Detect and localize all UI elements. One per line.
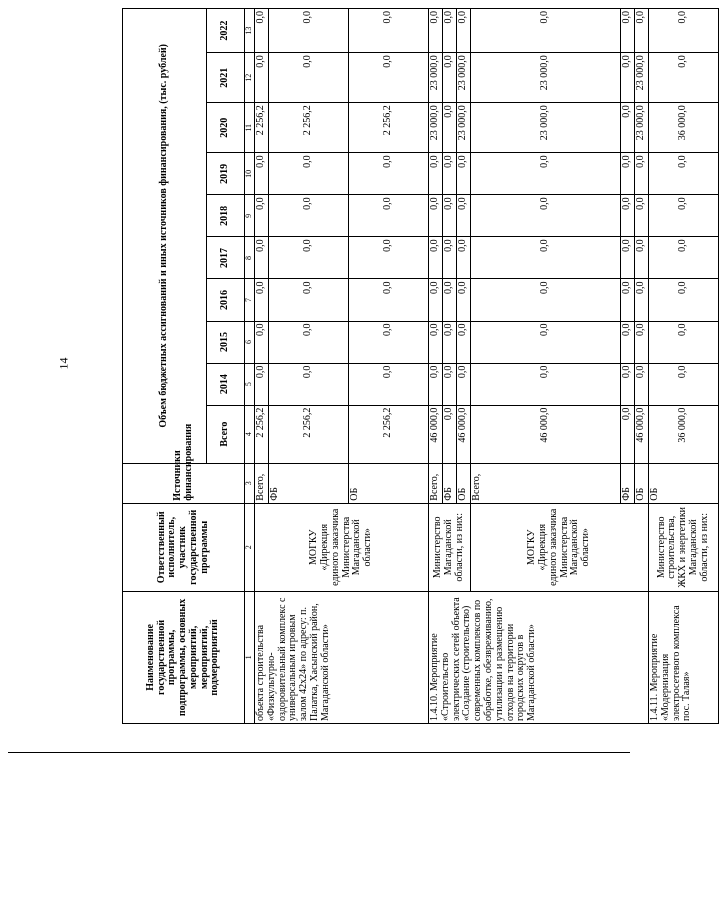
row-value: 0,0 <box>255 9 269 53</box>
table-row <box>649 9 719 724</box>
row-value: 0,0 <box>443 321 457 363</box>
row-executor: МОГКУ «Дирекция единого заказчика Министерства Магаданской области» <box>471 503 649 591</box>
row-value: 0,0 <box>255 153 269 195</box>
row-value: 0,0 <box>269 53 349 103</box>
header-year: 2015 <box>207 321 245 363</box>
row-value: 0,0 <box>255 363 269 405</box>
row-value: 0,0 <box>429 279 443 321</box>
row-value: 0,0 <box>429 363 443 405</box>
row-value: 0,0 <box>471 153 621 195</box>
column-index: 5 <box>245 363 255 405</box>
row-value: 0,0 <box>269 9 349 53</box>
row-name: 1.4.10. Мероприятие «Строительство электрических сетей объекта «Создание (строительство) современных комплексов по обработке, обезвреживанию, утилизации и размещению отходов на территории городских округов в Магаданской области» <box>429 591 649 723</box>
page-number: 14 <box>56 357 71 370</box>
row-value: 0,0 <box>635 9 649 53</box>
row-value: 0,0 <box>621 195 635 237</box>
column-index: 7 <box>245 279 255 321</box>
row-value: 0,0 <box>255 321 269 363</box>
column-index: 13 <box>245 9 255 53</box>
row-value: 0,0 <box>621 279 635 321</box>
row-value: 2 256,2 <box>349 103 429 153</box>
row-value: 2 256,2 <box>269 405 349 463</box>
row-value: 0,0 <box>443 53 457 103</box>
row-value: 23 000,0 <box>429 53 443 103</box>
header-year: 2017 <box>207 237 245 279</box>
row-value: 0,0 <box>621 237 635 279</box>
row-value: 0,0 <box>635 321 649 363</box>
row-value: 0,0 <box>457 9 471 53</box>
row-value: 0,0 <box>443 279 457 321</box>
row-value: 0,0 <box>649 237 719 279</box>
row-value: 36 000,0 <box>649 405 719 463</box>
row-value: 0,0 <box>443 9 457 53</box>
row-value: 0,0 <box>471 237 621 279</box>
row-value: 0,0 <box>255 279 269 321</box>
row-executor: МОГКУ «Дирекция единого заказчика Министерства Магаданской области» <box>255 503 429 591</box>
row-value: 0,0 <box>635 279 649 321</box>
row-value: 0,0 <box>649 195 719 237</box>
row-name: объекта строительства «Физкультурно-оздоровительный комплекс с универсальным игровым залом 42х24» по адресу: п. Палатка, Хасынский район, Магаданской области» <box>255 591 429 723</box>
row-value: 46 000,0 <box>635 405 649 463</box>
row-value: 0,0 <box>635 237 649 279</box>
row-source: ФБ <box>443 463 457 503</box>
row-value: 36 000,0 <box>649 103 719 153</box>
row-value: 0,0 <box>457 279 471 321</box>
row-value: 0,0 <box>471 279 621 321</box>
header-year: 2014 <box>207 363 245 405</box>
row-value: 0,0 <box>269 153 349 195</box>
row-value: 46 000,0 <box>429 405 443 463</box>
column-index: 8 <box>245 237 255 279</box>
row-value: 0,0 <box>269 237 349 279</box>
row-value: 0,0 <box>443 237 457 279</box>
header-volume: Объем бюджетных ассигнований и иных источников финансирования, (тыс. рублей) <box>123 9 207 464</box>
row-source: ОБ <box>635 463 649 503</box>
row-value: 0,0 <box>443 405 457 463</box>
row-value: 0,0 <box>443 363 457 405</box>
row-value: 23 000,0 <box>635 103 649 153</box>
row-value: 2 256,2 <box>269 103 349 153</box>
row-source: ФБ <box>269 463 349 503</box>
row-value: 0,0 <box>635 153 649 195</box>
column-index: 10 <box>245 153 255 195</box>
row-value: 0,0 <box>621 153 635 195</box>
row-value: 2 256,2 <box>255 103 269 153</box>
row-value: 0,0 <box>269 321 349 363</box>
row-value: 0,0 <box>349 321 429 363</box>
header-name: Наименование государственной программы, подпрограммы, основных мероприятий, мероприятий, подмероприятий <box>123 591 245 723</box>
row-value: 0,0 <box>443 153 457 195</box>
row-value: 0,0 <box>457 363 471 405</box>
rotated-table-wrapper <box>122 8 719 724</box>
row-value: 46 000,0 <box>457 405 471 463</box>
row-value: 0,0 <box>621 9 635 53</box>
row-value: 0,0 <box>349 195 429 237</box>
row-value: 0,0 <box>255 195 269 237</box>
column-index: 9 <box>245 195 255 237</box>
row-name: 1.4.11. Мероприятие «Модернизация электросетевого комплекса пос. Талая» <box>649 591 719 723</box>
row-value: 0,0 <box>429 237 443 279</box>
row-value: 2 256,2 <box>255 405 269 463</box>
row-value: 0,0 <box>635 363 649 405</box>
row-value: 0,0 <box>349 279 429 321</box>
column-index: 2 <box>245 503 255 591</box>
row-source: ОБ <box>649 463 719 503</box>
row-value: 0,0 <box>621 321 635 363</box>
column-index: 3 <box>245 463 255 503</box>
header-year: 2019 <box>207 153 245 195</box>
row-source: Всего, <box>255 463 269 503</box>
row-value: 23 000,0 <box>635 53 649 103</box>
row-executor: Министерство строительства, ЖКХ и энергетики Магаданской области, из них: <box>649 503 719 591</box>
page-divider-line <box>8 752 630 753</box>
row-value: 2 256,2 <box>349 405 429 463</box>
row-value: 0,0 <box>621 405 635 463</box>
row-value: 23 000,0 <box>429 103 443 153</box>
header-executor: Ответственный исполнитель, участник государственной программы <box>123 503 245 591</box>
row-value: 0,0 <box>457 237 471 279</box>
row-value: 0,0 <box>471 321 621 363</box>
header-year: 2020 <box>207 103 245 153</box>
row-value: 0,0 <box>621 363 635 405</box>
row-value: 0,0 <box>349 363 429 405</box>
row-value: 0,0 <box>649 9 719 53</box>
row-value: 0,0 <box>443 103 457 153</box>
header-year: 2022 <box>207 9 245 53</box>
header-source: Источники финансирования <box>123 463 245 503</box>
row-value: 23 000,0 <box>457 103 471 153</box>
header-year: 2016 <box>207 279 245 321</box>
row-value: 0,0 <box>471 363 621 405</box>
row-value: 0,0 <box>457 153 471 195</box>
row-value: 0,0 <box>649 53 719 103</box>
column-index: 11 <box>245 103 255 153</box>
table-row <box>255 9 269 724</box>
financing-table <box>122 8 719 724</box>
row-value: 0,0 <box>621 53 635 103</box>
row-value: 0,0 <box>255 53 269 103</box>
row-value: 0,0 <box>471 195 621 237</box>
row-value: 0,0 <box>443 195 457 237</box>
row-value: 23 000,0 <box>457 53 471 103</box>
row-value: 0,0 <box>649 363 719 405</box>
row-value: 0,0 <box>635 195 649 237</box>
row-value: 0,0 <box>649 153 719 195</box>
row-value: 0,0 <box>649 321 719 363</box>
row-source: ОБ <box>349 463 429 503</box>
header-year: 2021 <box>207 53 245 103</box>
row-value: 0,0 <box>255 237 269 279</box>
row-value: 0,0 <box>621 103 635 153</box>
row-value: 46 000,0 <box>471 405 621 463</box>
row-source: Всего, <box>471 463 621 503</box>
row-value: 0,0 <box>471 9 621 53</box>
row-source: ФБ <box>621 463 635 503</box>
row-source: ОБ <box>457 463 471 503</box>
column-index: 4 <box>245 405 255 463</box>
column-index: 12 <box>245 53 255 103</box>
row-value: 0,0 <box>457 321 471 363</box>
table-row <box>429 9 443 724</box>
row-executor: Министерство Магаданской области, из них: <box>429 503 471 591</box>
row-value: 0,0 <box>349 9 429 53</box>
row-value: 0,0 <box>349 53 429 103</box>
row-value: 0,0 <box>429 9 443 53</box>
row-value: 23 000,0 <box>471 53 621 103</box>
row-value: 0,0 <box>649 279 719 321</box>
column-index: 1 <box>245 591 255 723</box>
row-value: 0,0 <box>349 153 429 195</box>
row-value: 0,0 <box>269 279 349 321</box>
row-value: 0,0 <box>457 195 471 237</box>
row-value: 0,0 <box>429 153 443 195</box>
header-year: 2018 <box>207 195 245 237</box>
header-year: Всего <box>207 405 245 463</box>
row-source: Всего, <box>429 463 443 503</box>
column-index: 6 <box>245 321 255 363</box>
row-value: 0,0 <box>269 363 349 405</box>
row-value: 0,0 <box>429 195 443 237</box>
row-value: 0,0 <box>429 321 443 363</box>
row-value: 0,0 <box>349 237 429 279</box>
row-value: 0,0 <box>269 195 349 237</box>
row-value: 23 000,0 <box>471 103 621 153</box>
